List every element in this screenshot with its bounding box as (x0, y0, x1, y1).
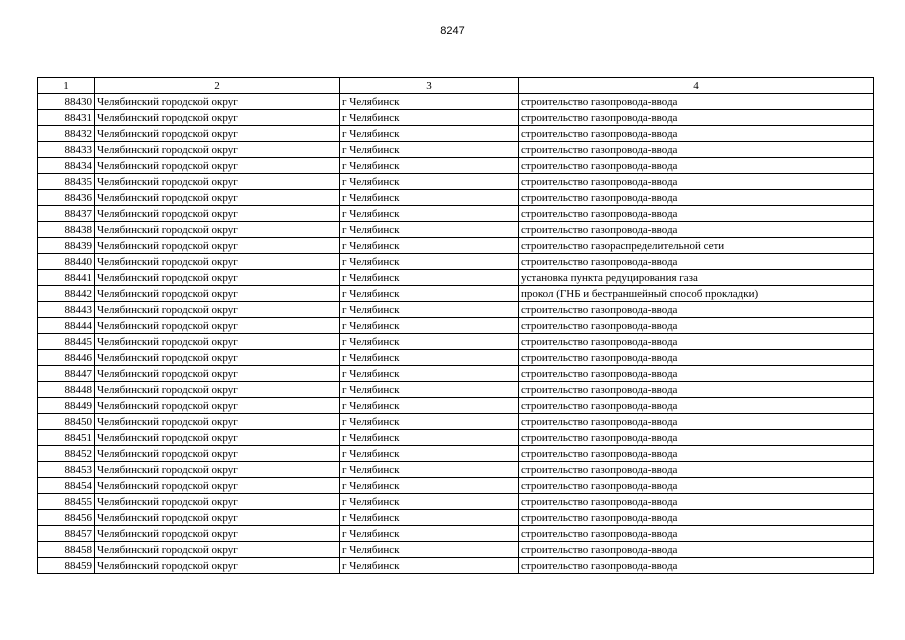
row-number-cell: 88451 (38, 430, 95, 446)
municipality-cell: Челябинский городской округ (95, 110, 340, 126)
table-row (38, 222, 874, 238)
locality-cell: г Челябинск (340, 526, 519, 542)
locality-cell: г Челябинск (340, 222, 519, 238)
locality-cell: г Челябинск (340, 270, 519, 286)
municipality-cell: Челябинский городской округ (95, 446, 340, 462)
municipality-cell: Челябинский городской округ (95, 382, 340, 398)
table-row (38, 558, 874, 574)
table-row (38, 334, 874, 350)
locality-cell: г Челябинск (340, 302, 519, 318)
row-number-cell: 88438 (38, 222, 95, 238)
municipality-cell: Челябинский городской округ (95, 318, 340, 334)
table-row (38, 110, 874, 126)
locality-cell: г Челябинск (340, 462, 519, 478)
row-number-cell: 88430 (38, 94, 95, 110)
table-row (38, 350, 874, 366)
work-type-cell: строительство газопровода-ввода (519, 558, 874, 574)
locality-cell: г Челябинск (340, 334, 519, 350)
column-header-2: 2 (95, 78, 340, 94)
locality-cell: г Челябинск (340, 174, 519, 190)
municipality-cell: Челябинский городской округ (95, 254, 340, 270)
locality-cell: г Челябинск (340, 206, 519, 222)
table-row (38, 318, 874, 334)
locality-cell: г Челябинск (340, 318, 519, 334)
work-type-cell: строительство газопровода-ввода (519, 334, 874, 350)
locality-cell: г Челябинск (340, 382, 519, 398)
work-type-cell: строительство газопровода-ввода (519, 510, 874, 526)
table-row (38, 126, 874, 142)
row-number-cell: 88457 (38, 526, 95, 542)
work-type-cell: строительство газопровода-ввода (519, 430, 874, 446)
work-type-cell: строительство газопровода-ввода (519, 398, 874, 414)
table-row (38, 542, 874, 558)
row-number-cell: 88432 (38, 126, 95, 142)
municipality-cell: Челябинский городской округ (95, 142, 340, 158)
table-row (38, 238, 874, 254)
column-header-4: 4 (519, 78, 874, 94)
work-type-cell: строительство газораспределительной сети (519, 238, 874, 254)
row-number-cell: 88433 (38, 142, 95, 158)
locality-cell: г Челябинск (340, 494, 519, 510)
table-row (38, 382, 874, 398)
locality-cell: г Челябинск (340, 350, 519, 366)
row-number-cell: 88450 (38, 414, 95, 430)
table-row (38, 526, 874, 542)
locality-cell: г Челябинск (340, 398, 519, 414)
municipality-cell: Челябинский городской округ (95, 462, 340, 478)
table-row (38, 366, 874, 382)
work-type-cell: строительство газопровода-ввода (519, 414, 874, 430)
municipality-cell: Челябинский городской округ (95, 270, 340, 286)
work-type-cell: строительство газопровода-ввода (519, 494, 874, 510)
table-row (38, 270, 874, 286)
table-row (38, 142, 874, 158)
table-row (38, 430, 874, 446)
locality-cell: г Челябинск (340, 558, 519, 574)
locality-cell: г Челябинск (340, 446, 519, 462)
locality-cell: г Челябинск (340, 126, 519, 142)
row-number-cell: 88439 (38, 238, 95, 254)
work-type-cell: строительство газопровода-ввода (519, 158, 874, 174)
row-number-cell: 88447 (38, 366, 95, 382)
work-type-cell: строительство газопровода-ввода (519, 526, 874, 542)
table-row (38, 286, 874, 302)
municipality-cell: Челябинский городской округ (95, 350, 340, 366)
work-type-cell: строительство газопровода-ввода (519, 126, 874, 142)
row-number-cell: 88440 (38, 254, 95, 270)
work-type-cell: строительство газопровода-ввода (519, 206, 874, 222)
locality-cell: г Челябинск (340, 366, 519, 382)
municipality-cell: Челябинский городской округ (95, 174, 340, 190)
row-number-cell: 88452 (38, 446, 95, 462)
table-row (38, 94, 874, 110)
data-table (37, 77, 874, 574)
row-number-cell: 88431 (38, 110, 95, 126)
locality-cell: г Челябинск (340, 238, 519, 254)
table-row (38, 158, 874, 174)
municipality-cell: Челябинский городской округ (95, 542, 340, 558)
locality-cell: г Челябинск (340, 110, 519, 126)
municipality-cell: Челябинский городской округ (95, 222, 340, 238)
locality-cell: г Челябинск (340, 478, 519, 494)
municipality-cell: Челябинский городской округ (95, 206, 340, 222)
municipality-cell: Челябинский городской округ (95, 398, 340, 414)
table-row (38, 190, 874, 206)
table-header (38, 78, 874, 94)
municipality-cell: Челябинский городской округ (95, 478, 340, 494)
work-type-cell: строительство газопровода-ввода (519, 254, 874, 270)
table-row (38, 494, 874, 510)
row-number-cell: 88453 (38, 462, 95, 478)
work-type-cell: прокол (ГНБ и бестраншейный способ прокладки) (519, 286, 874, 302)
row-number-cell: 88459 (38, 558, 95, 574)
row-number-cell: 88444 (38, 318, 95, 334)
row-number-cell: 88446 (38, 350, 95, 366)
municipality-cell: Челябинский городской округ (95, 302, 340, 318)
row-number-cell: 88456 (38, 510, 95, 526)
locality-cell: г Челябинск (340, 542, 519, 558)
work-type-cell: строительство газопровода-ввода (519, 222, 874, 238)
row-number-cell: 88436 (38, 190, 95, 206)
row-number-cell: 88443 (38, 302, 95, 318)
table-row (38, 174, 874, 190)
municipality-cell: Челябинский городской округ (95, 94, 340, 110)
table-row (38, 254, 874, 270)
locality-cell: г Челябинск (340, 430, 519, 446)
work-type-cell: строительство газопровода-ввода (519, 318, 874, 334)
work-type-cell: строительство газопровода-ввода (519, 462, 874, 478)
work-type-cell: установка пункта редуцирования газа (519, 270, 874, 286)
row-number-cell: 88449 (38, 398, 95, 414)
municipality-cell: Челябинский городской округ (95, 526, 340, 542)
municipality-cell: Челябинский городской округ (95, 414, 340, 430)
work-type-cell: строительство газопровода-ввода (519, 350, 874, 366)
row-number-cell: 88435 (38, 174, 95, 190)
table-row (38, 398, 874, 414)
table-row (38, 446, 874, 462)
work-type-cell: строительство газопровода-ввода (519, 190, 874, 206)
row-number-cell: 88445 (38, 334, 95, 350)
locality-cell: г Челябинск (340, 414, 519, 430)
municipality-cell: Челябинский городской округ (95, 558, 340, 574)
row-number-cell: 88455 (38, 494, 95, 510)
table-row (38, 302, 874, 318)
municipality-cell: Челябинский городской округ (95, 494, 340, 510)
table-row (38, 478, 874, 494)
municipality-cell: Челябинский городской округ (95, 334, 340, 350)
work-type-cell: строительство газопровода-ввода (519, 382, 874, 398)
table-row (38, 206, 874, 222)
row-number-cell: 88441 (38, 270, 95, 286)
row-number-cell: 88434 (38, 158, 95, 174)
work-type-cell: строительство газопровода-ввода (519, 110, 874, 126)
row-number-cell: 88458 (38, 542, 95, 558)
row-number-cell: 88442 (38, 286, 95, 302)
municipality-cell: Челябинский городской округ (95, 238, 340, 254)
work-type-cell: строительство газопровода-ввода (519, 446, 874, 462)
locality-cell: г Челябинск (340, 190, 519, 206)
municipality-cell: Челябинский городской округ (95, 510, 340, 526)
locality-cell: г Челябинск (340, 94, 519, 110)
locality-cell: г Челябинск (340, 254, 519, 270)
work-type-cell: строительство газопровода-ввода (519, 366, 874, 382)
locality-cell: г Челябинск (340, 286, 519, 302)
locality-cell: г Челябинск (340, 510, 519, 526)
row-number-cell: 88437 (38, 206, 95, 222)
municipality-cell: Челябинский городской округ (95, 126, 340, 142)
header-row (38, 78, 874, 94)
work-type-cell: строительство газопровода-ввода (519, 302, 874, 318)
municipality-cell: Челябинский городской округ (95, 366, 340, 382)
locality-cell: г Челябинск (340, 142, 519, 158)
column-header-3: 3 (340, 78, 519, 94)
row-number-cell: 88454 (38, 478, 95, 494)
municipality-cell: Челябинский городской округ (95, 286, 340, 302)
table-row (38, 510, 874, 526)
municipality-cell: Челябинский городской округ (95, 430, 340, 446)
locality-cell: г Челябинск (340, 158, 519, 174)
work-type-cell: строительство газопровода-ввода (519, 542, 874, 558)
municipality-cell: Челябинский городской округ (95, 158, 340, 174)
municipality-cell: Челябинский городской округ (95, 190, 340, 206)
work-type-cell: строительство газопровода-ввода (519, 174, 874, 190)
table-row (38, 462, 874, 478)
work-type-cell: строительство газопровода-ввода (519, 478, 874, 494)
table-row (38, 414, 874, 430)
work-type-cell: строительство газопровода-ввода (519, 94, 874, 110)
page-number: 8247 (440, 25, 465, 37)
work-type-cell: строительство газопровода-ввода (519, 142, 874, 158)
column-header-1: 1 (38, 78, 95, 94)
row-number-cell: 88448 (38, 382, 95, 398)
table-body (38, 94, 874, 574)
